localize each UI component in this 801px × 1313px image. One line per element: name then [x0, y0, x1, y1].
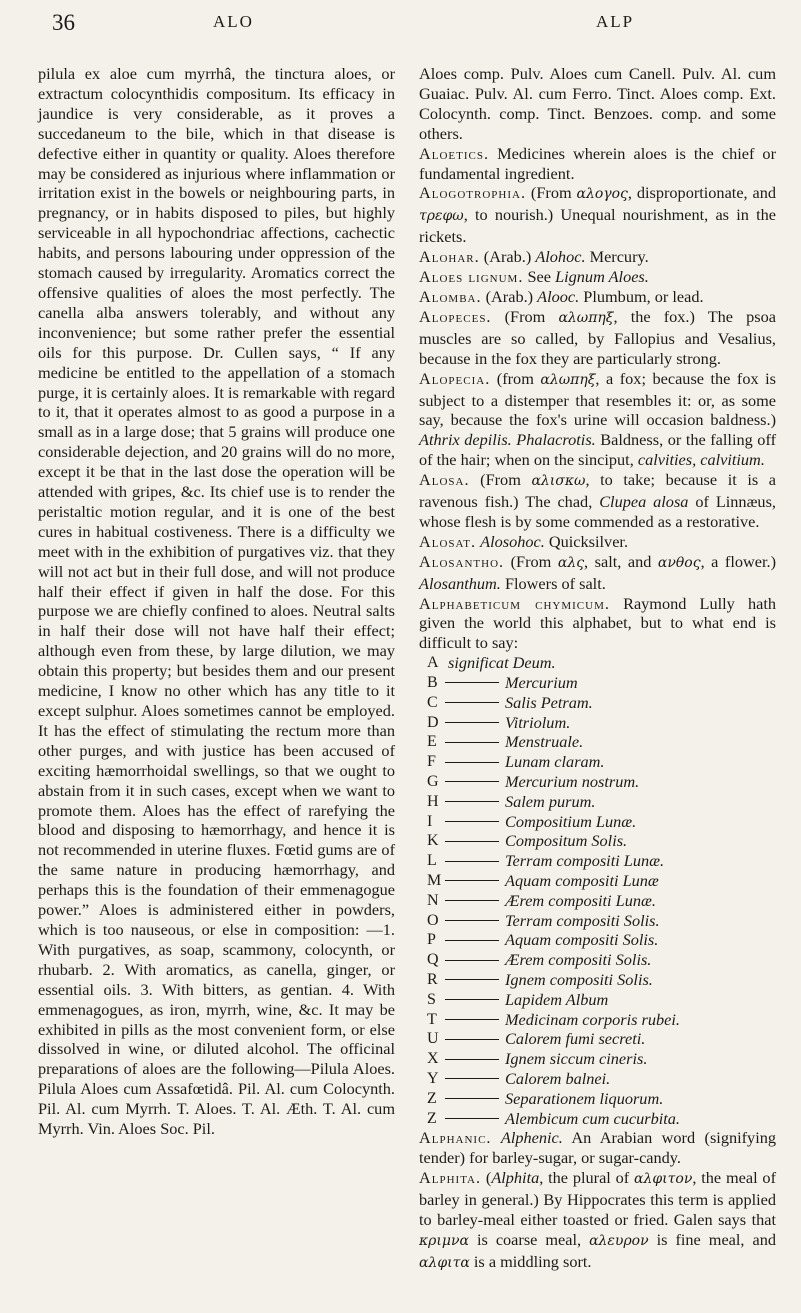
alphabet-row [427, 1089, 776, 1109]
alphabet-meaning: Salis Petram. [505, 692, 593, 712]
alphabet-meaning: Salem purum. [505, 791, 596, 811]
dictionary-entry [419, 144, 776, 184]
alphabet-meaning: Terram compositi Solis. [505, 910, 660, 930]
greek-term: αλωπηξ [540, 371, 596, 388]
italic-term: Alosanthum. [419, 573, 501, 593]
italic-term: Alphita [491, 1168, 540, 1188]
entry-definition: , to nourish.) Unequal nourishment, as in the rickets. [419, 205, 776, 247]
alphabet-letter: P [427, 931, 436, 949]
entry-definition: (from [490, 368, 541, 388]
alphabet-letter: C [427, 693, 438, 711]
entry-headword: Alohar. [419, 247, 480, 267]
alphabet-meaning: Separationem liquorum. [505, 1088, 664, 1108]
entry-definition: (From [526, 183, 577, 203]
entry-headword: Alosat. [419, 531, 477, 551]
alphabet-letter: O [427, 911, 439, 929]
alphabet-rule-line [445, 861, 499, 862]
alphabet-row [427, 673, 776, 693]
alphabet-rule-line [445, 880, 499, 881]
italic-term: Alosohoc. [480, 531, 545, 551]
closing-entry [419, 1128, 776, 1168]
greek-term: αλευρον [589, 1232, 649, 1249]
running-head-left: ALO [213, 12, 254, 31]
italic-term: calvities, calvitium. [637, 450, 765, 470]
entry-headword: Alopeces. [419, 306, 492, 326]
entry-definition [492, 1128, 501, 1147]
entry-headword: Alphanic. [419, 1128, 492, 1148]
alphabet-meaning: Lunam claram. [505, 752, 605, 772]
entry-headword: Alogotrophia. [419, 183, 527, 203]
alphabet-row [427, 752, 776, 772]
entry-definition: , salt, and [584, 551, 658, 571]
alphabet-letter: E [427, 733, 437, 751]
alphabet-rule-line [445, 1039, 499, 1040]
alphabet-meaning: Mercurium nostrum. [505, 772, 640, 792]
entry-definition: ( [481, 1168, 492, 1188]
alphabet-meaning: Aquam compositi Solis. [505, 930, 659, 950]
alphabet-row [427, 772, 776, 792]
alphabet-letter: F [427, 753, 436, 771]
dictionary-entry [419, 552, 776, 594]
alphabet-rule-line [445, 1019, 499, 1020]
entry-definition: is fine meal, and [648, 1229, 776, 1249]
alphabet-rule-line [445, 682, 499, 683]
alphabet-row [427, 713, 776, 733]
right-column [419, 64, 776, 1274]
dictionary-entry [419, 532, 776, 552]
entry-headword: Alphabeticum chymicum. [419, 593, 610, 613]
alphabet-letter: Q [427, 951, 439, 969]
greek-term: τρεφω [419, 208, 464, 225]
alphabet-rule-line [445, 900, 499, 901]
alphabet-rule-line [445, 702, 499, 703]
alphabet-meaning: Ignem compositi Solis. [505, 969, 653, 989]
alphabet-meaning: Compositium Lunæ. [505, 811, 637, 831]
entry-definition: See [523, 267, 556, 287]
alphabet-row [427, 990, 776, 1010]
alphabet-rule-line [445, 821, 499, 822]
entry-headword: Aloetics. [419, 143, 490, 163]
alphabet-row [427, 911, 776, 931]
alphabet-row [427, 812, 776, 832]
entry-definition: Flowers of salt. [500, 573, 606, 593]
alphabet-row [427, 950, 776, 970]
dictionary-entry [419, 183, 776, 247]
alphabet-row [427, 1069, 776, 1089]
italic-term: Athrix depilis. Phalacrotis. [419, 430, 596, 450]
alphabet-row [427, 970, 776, 990]
left-column-text: pilula ex aloe cum myrrhâ, the tinctura aloes, or extractum colocynthidis compositum. Its efficacy in jaundice is very considerable, as it proves a succedaneum to the bile, which in that disease is defective either in quantity or quality. Aloes therefore may be considered as injurious where inflammation or irritation exist in the bowels or neighbouring parts, in pregnancy, or in habits disposed to piles, but highly serviceable in all hypochondriac affections, cachectic habits, and persons labouring under oppression of the stomach caused by irregularity. Aromatics correct the offensive qualities of aloes the most perfectly. The canella alba answers tolerably, and without any inconvenience; but some rather prefer the essential oils for this purpose. Dr. Cullen says, “ If any medicine be entitled to the appellation of a stomach purge, it is certainly aloes. It is remarkable with regard to it, that it operates almost to as good a purpose in a small as in a large dose; that 5 grains will produce one considerable dejection, and 20 grains will do no more, except it be that in the last dose the operation will be attended with gripes, &c. Its chief use is to render the peristaltic motion regular, and it is one of the best cures in habitual costiveness. There is a difficulty we meet with in the exhibition of purgatives viz. that they will not act but in their full dose, and will not produce half their effect if given in half the dose. For this purpose we are chiefly confined to aloes. Neutral salts in half their dose will not have half their effect; although even from these, by large dilution, we may obtain this property; but besides them and our present medicine, I know no other which has any title to it except sulphur. Aloes sometimes cannot be employed. It has the effect of stimulating the rectum more than other purges, and with justice has been accused of exciting hæmorrhoidal swellings, so that we ought to abstain from it in such cases, except when we want to promote them. Aloes has the effect of rarefying the blood and disposing to hæmorrhagy, and hence it is not recommended in uterine fluxes. Fœtid gums are of the same nature in producing hæmorrhagy, and perhaps this is the foundation of their emmenagogue power.” Aloes is administered either in powders, which is too nauseous, or else in composition: —1. With purgatives, as soap, scammony, colocynth, or rhubarb. 2. With aromatics, as canella, ginger, or essential oils. 3. With bitters, as gentian. 4. With emmenagogues, as iron, myrrh, wine, &c. It may be exhibited in pills as the most convenient form, or else dissolved in wine, or diluted alcohol. The officinal preparations of aloes are the following—Pilula Aloes. Pilula Aloes cum Assafœtidâ. Pil. Al. cum Colocynth. Pil. Al. cum Myrrh. T. Aloes. T. Al. Æth. T. Al. cum Myrrh. Vin. Aloes Soc. Pil. [38, 64, 395, 1139]
entry-headword: Alosantho. [419, 551, 505, 571]
alphabet-meaning: Menstruale. [505, 732, 584, 752]
entry-definition: Baldness, or the falling off of the hair; when on the sinciput, [419, 430, 776, 470]
alphabet-rule-line [445, 940, 499, 941]
alphabet-rule-line [445, 762, 499, 763]
alphabet-row [427, 831, 776, 851]
chemical-alphabet-list [427, 653, 776, 1128]
greek-term: ανθος [657, 554, 701, 571]
alphabet-meaning: Terram compositi Lunæ. [505, 851, 665, 871]
entry-definition: of Linnæus, whose flesh is by some commended as a restorative. [419, 492, 776, 531]
italic-term: Alooc. [537, 286, 580, 306]
entry-headword: Alphita. [419, 1168, 482, 1188]
alphabet-row [427, 792, 776, 812]
alphabet-rule-line [445, 920, 499, 921]
closing-entry [419, 1168, 776, 1274]
alphabet-meaning: Ignem siccum cineris. [505, 1049, 648, 1069]
dictionary-entries [419, 144, 776, 654]
greek-term: αλωπηξ [558, 309, 614, 326]
alphabet-letter: Z [427, 1109, 437, 1127]
alphabet-letter: T [427, 1010, 437, 1028]
alphabet-meaning: Calorem balnei. [505, 1068, 611, 1088]
entry-definition: Plumbum, or lead. [579, 286, 704, 306]
alphabet-rule-line [445, 841, 499, 842]
entry-definition: (From [469, 470, 532, 490]
alphabet-meaning: Aquam compositi Lunæ [505, 871, 659, 890]
entry-definition: (From [491, 306, 559, 326]
alphabet-rule-line [445, 781, 499, 782]
dictionary-entry [419, 470, 776, 532]
alphabet-letter: L [427, 852, 437, 870]
alphabet-meaning: significat Deum. [448, 653, 556, 673]
dictionary-entry [419, 594, 776, 654]
greek-term: αλογος [576, 186, 628, 203]
entry-definition: Quicksilver. [544, 531, 629, 551]
left-column [38, 64, 395, 1139]
entry-definition: , the meal of barley in general.) By Hippocrates this term is applied to barley-meal either toasted or fried. Galen says that [419, 1168, 776, 1230]
alphabet-letter: I [427, 812, 433, 830]
alphabet-meaning: Compositum Solis. [505, 831, 628, 851]
alphabet-letter: Y [427, 1069, 439, 1087]
italic-term: Clupea alosa [599, 492, 689, 512]
alphabet-letter: K [427, 832, 439, 850]
alphabet-letter: U [427, 1030, 439, 1048]
alphabet-letter: X [427, 1050, 439, 1068]
entry-headword: Alosa. [419, 470, 470, 490]
greek-term: αλισκω [531, 473, 586, 490]
entry-headword: Aloes lignum. [419, 267, 524, 287]
right-column-opening: Aloes comp. Pulv. Aloes cum Canell. Pulv. Al. cum Guaiac. Pulv. Al. cum Ferro. Tinct. Aloes comp. Ext. Colocynth. comp. Tinct. Benzoes. comp. and some others. [419, 64, 776, 143]
entry-definition: Medicines wherein aloes is the chief or fundamental ingredient. [419, 143, 776, 183]
entry-definition: , the fox.) The psoa muscles are so called, by Fallopius and Vesalius, because in the fox they are particularly strong. [419, 306, 776, 368]
alphabet-rule-line [445, 960, 499, 961]
entry-definition: Mercury. [585, 247, 649, 267]
alphabet-letter: Z [427, 1089, 437, 1107]
entry-definition: , disproportionate, and [627, 183, 776, 203]
greek-term: κριμνα [419, 1232, 469, 1249]
alphabet-meaning: Ærem compositi Solis. [505, 950, 652, 970]
alphabet-meaning: Calorem fumi secreti. [505, 1029, 646, 1049]
alphabet-letter: S [427, 990, 436, 1008]
alphabet-rule-line [445, 979, 499, 980]
alphabet-letter: H [427, 792, 439, 810]
italic-term: Lignum Aloes. [555, 267, 649, 287]
italic-term: Alohoc. [535, 247, 586, 267]
alphabet-row [427, 1109, 776, 1129]
dictionary-entry [419, 369, 776, 471]
page-number: 36 [52, 10, 75, 35]
alphabet-letter: B [427, 674, 438, 692]
alphabet-meaning: Vitriolum. [505, 712, 571, 732]
greek-term: αλφιτα [419, 1254, 470, 1271]
greek-term: αλς [557, 554, 585, 571]
dictionary-entry [419, 307, 776, 369]
alphabet-rule-line [445, 999, 499, 1000]
entry-definition: , a fox; because the fox is subject to a distemper that resembles it: or, as some say, because the fox's urine will occasion baldness.) [419, 368, 776, 430]
alphabet-letter: N [427, 891, 439, 909]
entry-headword: Alomba. [419, 286, 482, 306]
alphabet-meaning: Mercurium [505, 673, 578, 693]
entry-definition: is coarse meal, [468, 1229, 590, 1249]
alphabet-meaning: Medicinam corporis rubei. [505, 1009, 680, 1029]
entry-definition: Raymond Lully hath given the world this alphabet, but to what end is difficult to say: [419, 593, 776, 653]
dictionary-entry [419, 247, 776, 267]
running-head-right: ALP [596, 12, 635, 31]
entry-definition: , a flower.) [700, 551, 777, 571]
entry-definition: (From [504, 551, 558, 571]
alphabet-row [427, 1049, 776, 1069]
alphabet-letter: G [427, 773, 439, 791]
alphabet-rule-line [445, 722, 499, 723]
entry-definition: , the plural of [539, 1168, 635, 1188]
entry-definition: , to take; because it is a ravenous fish.) The chad, [419, 470, 777, 512]
alphabet-meaning: Ærem compositi Lunæ. [505, 890, 656, 910]
greek-term: αλφιτον [634, 1171, 693, 1188]
dictionary-entry [419, 287, 776, 307]
alphabet-rule-line [445, 742, 499, 743]
alphabet-row [427, 930, 776, 950]
alphabet-rule-line [445, 1118, 499, 1119]
alphabet-meaning: Lapidem Album [505, 989, 609, 1009]
alphabet-row [427, 851, 776, 871]
alphabet-letter: A [427, 654, 439, 672]
alphabet-row [427, 732, 776, 752]
entry-definition: is a middling sort. [469, 1251, 592, 1271]
entry-definition: (Arab.) [479, 247, 536, 267]
italic-term: Alphenic. [500, 1128, 563, 1148]
dictionary-entry [419, 267, 776, 287]
alphabet-row [427, 891, 776, 911]
alphabet-row [427, 693, 776, 713]
alphabet-row [427, 1010, 776, 1030]
running-header [0, 4, 801, 54]
entry-definition: An Arabian word (signifying tender) for barley-sugar, or sugar-candy. [419, 1128, 776, 1168]
alphabet-meaning: Alembicum cum cucurbita. [505, 1108, 680, 1128]
alphabet-row [427, 653, 776, 673]
alphabet-rule-line [445, 801, 499, 802]
alphabet-rule-line [445, 1059, 499, 1060]
alphabet-letter: M [427, 872, 442, 889]
entry-definition: (Arab.) [481, 286, 538, 306]
alphabet-row [427, 1029, 776, 1049]
alphabet-row [427, 871, 776, 891]
alphabet-rule-line [445, 1078, 499, 1079]
alphabet-letter: D [427, 713, 439, 731]
alphabet-letter: R [427, 970, 438, 988]
closing-entries [419, 1128, 776, 1273]
entry-headword: Alopecia. [419, 368, 491, 388]
alphabet-rule-line [445, 1098, 499, 1099]
